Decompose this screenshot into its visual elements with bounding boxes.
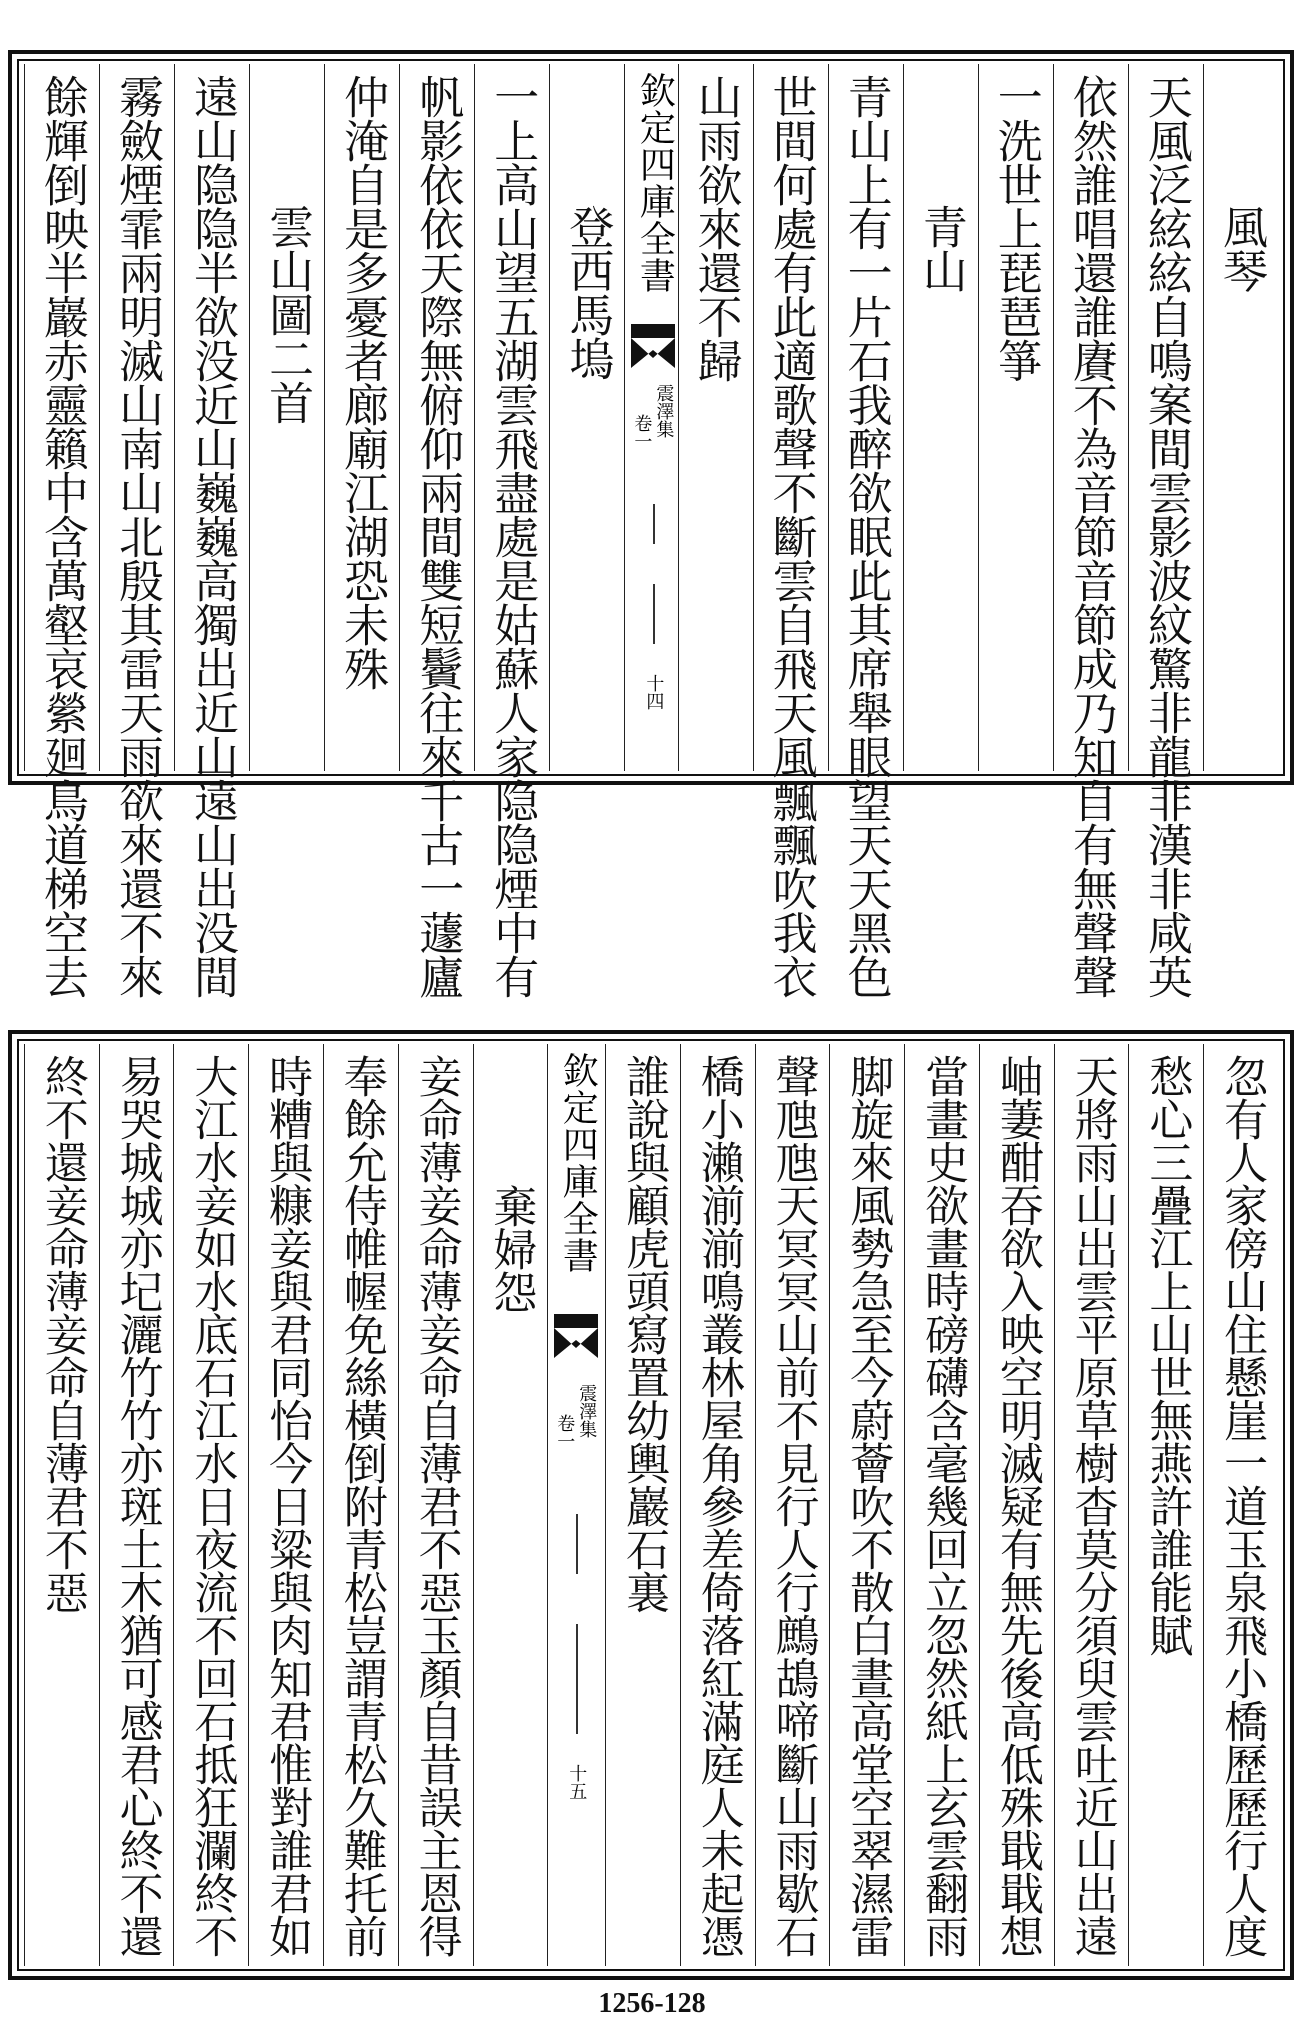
text-column xyxy=(605,1044,680,1966)
poem-line: 奉餘允侍帷幄免絲橫倒附青松豈謂青松久難托前 xyxy=(335,1054,387,1957)
text-column xyxy=(979,1044,1054,1966)
text-column xyxy=(474,64,549,998)
poem-line: 當畫史欲畫時磅礴含毫幾回立忽然紙上玄雲翻雨 xyxy=(917,1054,969,1957)
text-column xyxy=(903,64,978,771)
poem-title: 登西馬塢 xyxy=(561,204,615,380)
poem-line: 愁心三疊江上山世無燕許誰能賦 xyxy=(1141,1054,1193,1656)
poem-line: 青山上有一片石我醉欲眠此其席舉眼望天天黑色 xyxy=(839,74,893,998)
poem-line: 帆影依依天際無俯仰兩間雙短鬢往來千古一蘧廬 xyxy=(411,74,465,998)
book-title: 欽定四庫全書 xyxy=(634,72,676,294)
text-column xyxy=(99,1044,174,1966)
margin-rule xyxy=(576,1624,578,1734)
text-column xyxy=(473,1044,548,1966)
volume-label: 卷一 xyxy=(554,1414,576,1450)
text-column xyxy=(1203,64,1278,771)
margin-rule xyxy=(653,504,655,544)
text-column xyxy=(1203,1044,1278,1966)
text-column xyxy=(1054,1044,1129,1966)
margin-rule xyxy=(576,1514,578,1574)
poem-line: 仲淹自是多憂者廊廟江湖恐未殊 xyxy=(336,74,390,690)
text-column xyxy=(248,1044,323,1966)
poem-line: 山雨欲來還不歸 xyxy=(689,74,743,382)
poem-line: 大江水妾如水底石江水日夜流不回石抵狂瀾終不 xyxy=(186,1054,238,1957)
text-column xyxy=(324,64,399,771)
bottom-page-columns xyxy=(24,1044,1278,1966)
text-column xyxy=(680,1044,755,1966)
book-margin xyxy=(547,1044,605,1966)
poem-line: 岫萋酣吞欲入映空明滅疑有無先後高低殊戢戢想 xyxy=(991,1054,1043,1957)
top-page xyxy=(8,50,1294,998)
poem-line: 易哭城城亦圮灑竹竹亦斑土木猶可感君心終不還 xyxy=(111,1054,163,1957)
poem-line: 天風泛絃絃自鳴案間雲影波紋驚非龍非漢非咸英 xyxy=(1139,74,1193,998)
poem-line: 餘輝倒映半巖赤靈籟中含萬壑哀縈廻鳥道梯空去 xyxy=(35,74,89,998)
book-name: 震澤集 xyxy=(576,1384,598,1438)
text-column xyxy=(174,64,249,998)
book-name: 震澤集 xyxy=(653,384,675,438)
text-column xyxy=(1053,64,1128,998)
text-column xyxy=(323,1044,398,1966)
margin-rule xyxy=(653,584,655,644)
book-margin xyxy=(624,64,677,771)
poem-line: 世間何處有此適歌聲不斷雲自飛天風飄飄吹我衣 xyxy=(764,74,818,998)
text-column xyxy=(173,1044,248,1966)
poem-title: 青山 xyxy=(914,204,968,292)
poem-title: 雲山圖二首 xyxy=(261,204,315,424)
text-column xyxy=(549,64,624,771)
text-column xyxy=(99,64,174,998)
poem-line: 妾命薄妾命薄妾命自薄君不惡玉顏自昔誤主恩得 xyxy=(410,1054,462,1957)
text-column xyxy=(753,64,828,998)
text-column xyxy=(398,1044,473,1966)
text-column xyxy=(978,64,1053,771)
text-column xyxy=(1128,1044,1203,1966)
text-column xyxy=(828,64,903,998)
poem-line: 橋小瀨湔湔鳴叢林屋角參差倚落紅滿庭人未起憑 xyxy=(692,1054,744,1957)
poem-line: 聲虺虺天冥冥山前不見行人行鷓鴣啼斷山雨歇石 xyxy=(767,1054,819,1957)
text-column xyxy=(678,64,753,771)
poem-line: 忽有人家傍山住懸崖一道玉泉飛小橋歷歷行人度 xyxy=(1216,1054,1268,1957)
text-column xyxy=(24,64,99,998)
poem-line: 終不還妾命薄妾命自薄君不惡 xyxy=(36,1054,88,1613)
poem-line: 依然誰唱還誰賡不為音節音節成乃知自有無聲聲 xyxy=(1064,74,1118,998)
poem-title: 棄婦怨 xyxy=(485,1184,537,1313)
text-column xyxy=(1128,64,1203,998)
poem-line: 遠山隐隐半欲没近山巍巍高獨出近山遠山出没間 xyxy=(186,74,240,998)
bottom-page xyxy=(8,1030,1294,1980)
fish-tail-icon xyxy=(631,324,675,368)
poem-line: 一洗世上琵琶箏 xyxy=(989,74,1043,382)
poem-title: 風琴 xyxy=(1214,204,1268,292)
text-column xyxy=(249,64,324,771)
text-column xyxy=(829,1044,904,1966)
fish-tail-icon xyxy=(554,1314,598,1358)
top-page-columns xyxy=(24,64,1278,998)
text-column xyxy=(24,1044,99,1966)
text-column xyxy=(755,1044,830,1966)
poem-line: 時糟與糠妾與君同怡今日粱與肉知君惟對誰君如 xyxy=(261,1054,313,1957)
poem-line: 霧斂煙霏兩明滅山南山北殷其雷天雨欲來還不來 xyxy=(110,74,164,998)
poem-line: 天將雨山出雲平原草樹杳莫分須臾雲吐近山出遠 xyxy=(1066,1054,1118,1957)
poem-line: 誰說與顧虎頭寫置幼輿巖石裏 xyxy=(618,1054,669,1613)
page-number: 十四 xyxy=(643,674,665,710)
text-column xyxy=(904,1044,979,1966)
poem-line: 脚旋來風勢急至今蔚薈吹不散白晝高堂空翠濕雷 xyxy=(842,1054,894,1957)
page-code: 1256-128 xyxy=(598,1988,706,2019)
book-title: 欽定四庫全書 xyxy=(557,1052,599,1274)
page-number: 十五 xyxy=(566,1764,588,1800)
volume-label: 卷一 xyxy=(631,414,653,450)
text-column xyxy=(399,64,474,998)
poem-line: 一上高山望五湖雲飛盡處是姑蘇人家隐隐煙中有 xyxy=(486,74,540,998)
